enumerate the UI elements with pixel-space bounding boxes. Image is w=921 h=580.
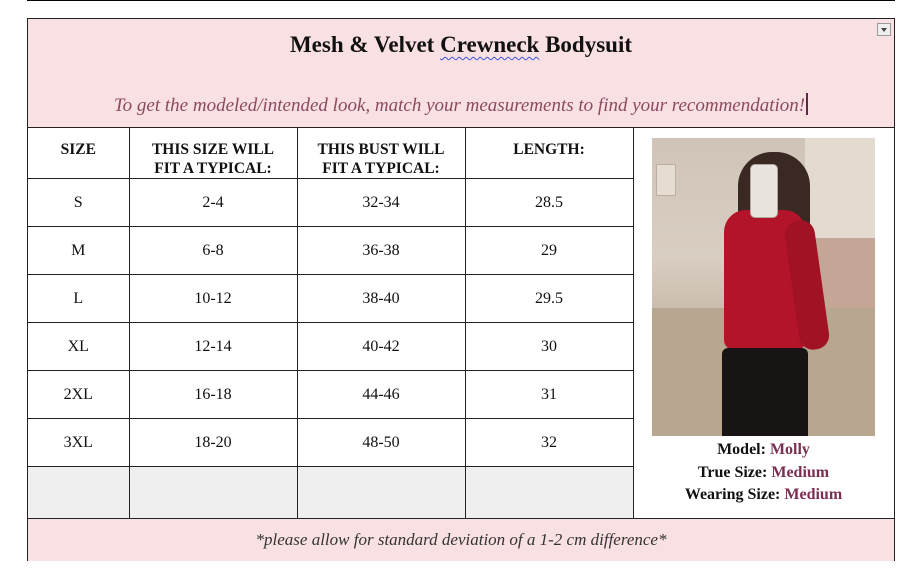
table-row — [28, 179, 633, 227]
table-row — [28, 419, 633, 467]
model-value: Molly — [769, 441, 810, 458]
table-row — [28, 323, 633, 371]
true-size-line — [633, 464, 894, 482]
photo-wall-art — [656, 164, 676, 196]
header-size-label: SIZE — [60, 141, 96, 158]
wearing-size-line — [633, 486, 894, 504]
cell-length[interactable]: 32 — [465, 419, 633, 467]
header-bust-line1: THIS BUST WILL — [317, 141, 445, 158]
subtitle-text: To get the modeled/intended look, match your measurements to find your recommendation! — [113, 95, 806, 116]
cell-size[interactable]: L — [28, 275, 129, 323]
top-divider — [27, 0, 895, 1]
cell-size[interactable]: XL — [28, 323, 129, 371]
header-size[interactable] — [28, 128, 129, 179]
cell-fit[interactable]: 12-14 — [129, 323, 297, 371]
cell-size[interactable]: S — [28, 179, 129, 227]
empty-cell[interactable] — [129, 467, 297, 519]
footer-note-text: *please allow for standard deviation of a 1-2 cm difference* — [255, 530, 667, 549]
cell-length[interactable]: 30 — [465, 323, 633, 371]
wearing-size-label: Wearing Size: — [684, 486, 781, 503]
cell-size[interactable]: 3XL — [28, 419, 129, 467]
wearing-size-value: Medium — [784, 486, 843, 503]
empty-cell[interactable] — [28, 467, 129, 519]
cell-length[interactable]: 28.5 — [465, 179, 633, 227]
cell-size[interactable]: 2XL — [28, 371, 129, 419]
cell-fit[interactable]: 6-8 — [129, 227, 297, 275]
empty-cell[interactable] — [297, 467, 465, 519]
header-length[interactable] — [465, 128, 633, 179]
table-row — [28, 371, 633, 419]
empty-table-row — [28, 467, 633, 519]
model-panel — [633, 127, 894, 518]
photo-phone — [750, 164, 778, 218]
cell-fit[interactable]: 10-12 — [129, 275, 297, 323]
table-row — [28, 227, 633, 275]
photo-pants — [722, 348, 808, 436]
true-size-label: True Size: — [697, 464, 768, 481]
cell-bust[interactable]: 48-50 — [297, 419, 465, 467]
cell-bust[interactable]: 38-40 — [297, 275, 465, 323]
header-bust-line2: FIT A TYPICAL: — [322, 160, 440, 177]
cell-bust[interactable]: 44-46 — [297, 371, 465, 419]
model-name-line — [633, 441, 894, 459]
title-text-suffix: Bodysuit — [539, 32, 633, 57]
subtitle[interactable] — [28, 93, 894, 117]
text-cursor — [806, 93, 808, 115]
header-length-label: LENGTH: — [513, 141, 585, 158]
cell-bust[interactable]: 36-38 — [297, 227, 465, 275]
cell-fit[interactable]: 2-4 — [129, 179, 297, 227]
header-bust[interactable] — [297, 128, 465, 179]
true-size-value: Medium — [771, 464, 830, 481]
cell-length[interactable]: 29 — [465, 227, 633, 275]
model-label: Model: — [717, 441, 766, 458]
size-table — [28, 127, 634, 519]
cell-size[interactable]: M — [28, 227, 129, 275]
empty-cell[interactable] — [465, 467, 633, 519]
cell-length[interactable]: 29.5 — [465, 275, 633, 323]
cell-fit[interactable]: 16-18 — [129, 371, 297, 419]
model-photo[interactable] — [652, 138, 875, 436]
header-fit-line1: THIS SIZE WILL — [151, 141, 275, 158]
table-row — [28, 275, 633, 323]
header-fit-line2: FIT A TYPICAL: — [154, 160, 272, 177]
title-text-prefix: Mesh & Velvet — [289, 32, 441, 57]
table-header-row — [28, 128, 633, 179]
page-title — [28, 32, 894, 58]
cell-length[interactable]: 31 — [465, 371, 633, 419]
chart-header — [28, 19, 894, 128]
title-text-misspelled[interactable]: Crewneck — [440, 32, 540, 57]
cell-bust[interactable]: 40-42 — [297, 323, 465, 371]
footer-note[interactable] — [28, 518, 894, 561]
header-fit[interactable] — [129, 128, 297, 179]
cell-bust[interactable]: 32-34 — [297, 179, 465, 227]
cell-fit[interactable]: 18-20 — [129, 419, 297, 467]
size-chart-document — [27, 18, 895, 561]
